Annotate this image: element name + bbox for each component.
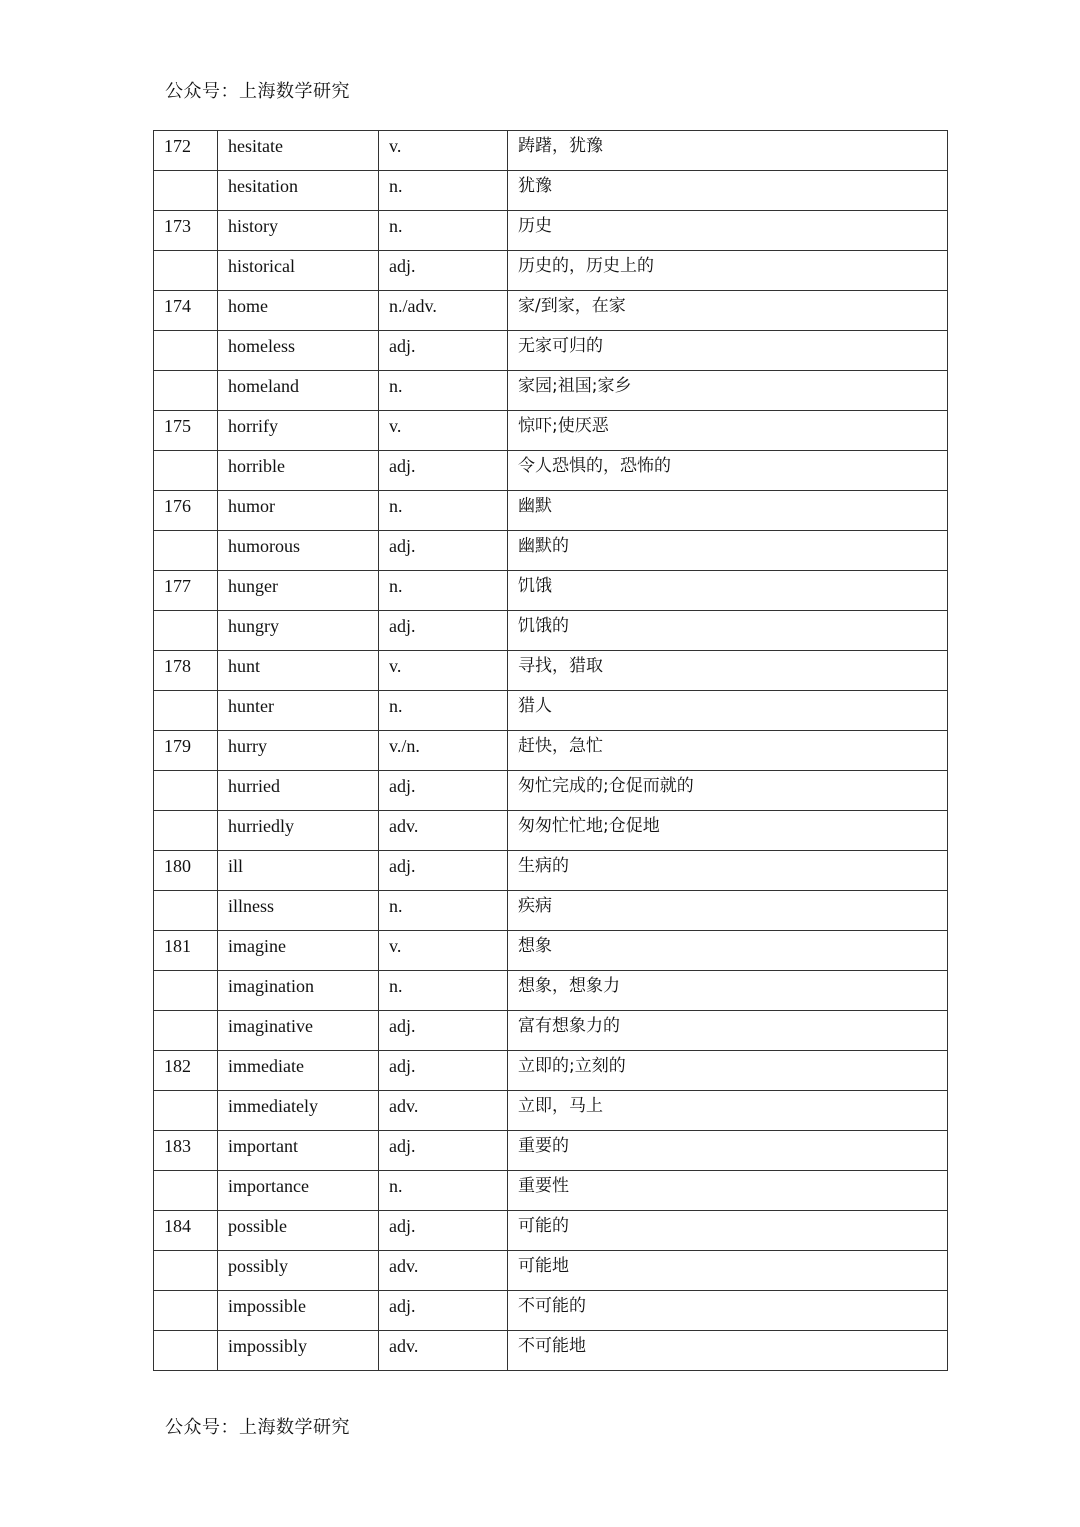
entry-number: 182 [154, 1051, 218, 1091]
table-row [154, 131, 948, 171]
entry-part-of-speech: v. [379, 931, 508, 971]
entry-number [154, 1011, 218, 1051]
table-row [154, 771, 948, 811]
entry-number: 174 [154, 291, 218, 331]
entry-part-of-speech: adj. [379, 771, 508, 811]
entry-number [154, 251, 218, 291]
table-row [154, 931, 948, 971]
entry-part-of-speech: adj. [379, 611, 508, 651]
entry-definition: 家园;祖国;家乡 [508, 371, 948, 411]
entry-word: imagination [218, 971, 379, 1011]
entry-word: hesitate [218, 131, 379, 171]
entry-part-of-speech: adj. [379, 451, 508, 491]
entry-number [154, 1091, 218, 1131]
table-row [154, 1251, 948, 1291]
entry-definition: 重要的 [508, 1131, 948, 1171]
entry-definition: 重要性 [508, 1171, 948, 1211]
entry-part-of-speech: adj. [379, 1051, 508, 1091]
entry-word: homeless [218, 331, 379, 371]
entry-word: hunger [218, 571, 379, 611]
table-row [154, 731, 948, 771]
entry-number [154, 1171, 218, 1211]
entry-number [154, 171, 218, 211]
table-row [154, 1291, 948, 1331]
entry-number: 172 [154, 131, 218, 171]
entry-number: 176 [154, 491, 218, 531]
entry-number: 184 [154, 1211, 218, 1251]
table-row [154, 891, 948, 931]
entry-number [154, 531, 218, 571]
entry-number [154, 371, 218, 411]
entry-word: ill [218, 851, 379, 891]
entry-definition: 无家可归的 [508, 331, 948, 371]
entry-word: importance [218, 1171, 379, 1211]
entry-number [154, 451, 218, 491]
entry-definition: 立即的;立刻的 [508, 1051, 948, 1091]
entry-word: hunt [218, 651, 379, 691]
vocabulary-table [153, 130, 948, 1371]
entry-definition: 寻找，猎取 [508, 651, 948, 691]
entry-word: imagine [218, 931, 379, 971]
entry-part-of-speech: adj. [379, 1131, 508, 1171]
entry-number [154, 891, 218, 931]
table-row [154, 331, 948, 371]
entry-part-of-speech: n. [379, 211, 508, 251]
table-row [154, 451, 948, 491]
entry-part-of-speech: n. [379, 891, 508, 931]
entry-number: 179 [154, 731, 218, 771]
entry-part-of-speech: adv. [379, 1091, 508, 1131]
entry-word: horrify [218, 411, 379, 451]
table-row [154, 1011, 948, 1051]
entry-word: hungry [218, 611, 379, 651]
table-row [154, 971, 948, 1011]
entry-definition: 家/到家，在家 [508, 291, 948, 331]
entry-part-of-speech: n. [379, 691, 508, 731]
entry-word: history [218, 211, 379, 251]
entry-part-of-speech: adj. [379, 851, 508, 891]
entry-definition: 幽默的 [508, 531, 948, 571]
entry-word: humorous [218, 531, 379, 571]
entry-word: important [218, 1131, 379, 1171]
entry-part-of-speech: n. [379, 371, 508, 411]
entry-number: 175 [154, 411, 218, 451]
table-row [154, 611, 948, 651]
table-row [154, 171, 948, 211]
entry-definition: 踌躇，犹豫 [508, 131, 948, 171]
entry-definition: 赶快，急忙 [508, 731, 948, 771]
table-row [154, 491, 948, 531]
page-footer: 公众号：上海数学研究 [165, 1417, 350, 1438]
entry-word: humor [218, 491, 379, 531]
entry-number [154, 771, 218, 811]
entry-number [154, 1331, 218, 1371]
entry-definition: 饥饿 [508, 571, 948, 611]
entry-part-of-speech: v. [379, 411, 508, 451]
entry-word: impossible [218, 1291, 379, 1331]
entry-word: hurry [218, 731, 379, 771]
entry-number: 178 [154, 651, 218, 691]
table-row [154, 371, 948, 411]
entry-word: hurriedly [218, 811, 379, 851]
entry-word: immediately [218, 1091, 379, 1131]
entry-definition: 猎人 [508, 691, 948, 731]
entry-definition: 富有想象力的 [508, 1011, 948, 1051]
entry-number [154, 971, 218, 1011]
entry-word: possible [218, 1211, 379, 1251]
entry-number [154, 691, 218, 731]
entry-word: possibly [218, 1251, 379, 1291]
entry-part-of-speech: adj. [379, 251, 508, 291]
entry-part-of-speech: n. [379, 971, 508, 1011]
entry-part-of-speech: n./adv. [379, 291, 508, 331]
entry-word: historical [218, 251, 379, 291]
entry-part-of-speech: adv. [379, 811, 508, 851]
entry-definition: 想象，想象力 [508, 971, 948, 1011]
entry-definition: 惊吓;使厌恶 [508, 411, 948, 451]
entry-number [154, 811, 218, 851]
entry-definition: 生病的 [508, 851, 948, 891]
entry-word: homeland [218, 371, 379, 411]
entry-definition: 不可能地 [508, 1331, 948, 1371]
table-row [154, 1091, 948, 1131]
entry-part-of-speech: v./n. [379, 731, 508, 771]
entry-part-of-speech: adj. [379, 531, 508, 571]
entry-part-of-speech: adj. [379, 1291, 508, 1331]
entry-part-of-speech: adj. [379, 331, 508, 371]
entry-word: illness [218, 891, 379, 931]
entry-number [154, 611, 218, 651]
entry-definition: 幽默 [508, 491, 948, 531]
entry-definition: 匆匆忙忙地;仓促地 [508, 811, 948, 851]
vocabulary-table-body [154, 131, 948, 1371]
entry-word: imaginative [218, 1011, 379, 1051]
table-row [154, 1171, 948, 1211]
entry-part-of-speech: adv. [379, 1331, 508, 1371]
entry-part-of-speech: adv. [379, 1251, 508, 1291]
entry-part-of-speech: v. [379, 131, 508, 171]
entry-number: 183 [154, 1131, 218, 1171]
entry-word: immediate [218, 1051, 379, 1091]
table-row [154, 851, 948, 891]
entry-word: impossibly [218, 1331, 379, 1371]
entry-number [154, 331, 218, 371]
page-header: 公众号：上海数学研究 [165, 81, 350, 102]
entry-number: 173 [154, 211, 218, 251]
entry-definition: 饥饿的 [508, 611, 948, 651]
entry-number [154, 1291, 218, 1331]
entry-definition: 匆忙完成的;仓促而就的 [508, 771, 948, 811]
entry-definition: 历史的，历史上的 [508, 251, 948, 291]
table-row [154, 1331, 948, 1371]
table-row [154, 291, 948, 331]
entry-number: 177 [154, 571, 218, 611]
entry-definition: 不可能的 [508, 1291, 948, 1331]
table-row [154, 1131, 948, 1171]
table-row [154, 691, 948, 731]
table-row [154, 211, 948, 251]
entry-word: hunter [218, 691, 379, 731]
entry-number [154, 1251, 218, 1291]
entry-definition: 令人恐惧的，恐怖的 [508, 451, 948, 491]
entry-word: hesitation [218, 171, 379, 211]
table-row [154, 1051, 948, 1091]
entry-word: home [218, 291, 379, 331]
entry-number: 180 [154, 851, 218, 891]
entry-part-of-speech: n. [379, 571, 508, 611]
entry-part-of-speech: adj. [379, 1011, 508, 1051]
entry-number: 181 [154, 931, 218, 971]
table-row [154, 1211, 948, 1251]
entry-definition: 疾病 [508, 891, 948, 931]
entry-part-of-speech: n. [379, 1171, 508, 1211]
entry-definition: 犹豫 [508, 171, 948, 211]
entry-definition: 可能地 [508, 1251, 948, 1291]
entry-definition: 想象 [508, 931, 948, 971]
table-row [154, 411, 948, 451]
table-row [154, 571, 948, 611]
entry-word: horrible [218, 451, 379, 491]
entry-definition: 立即，马上 [508, 1091, 948, 1131]
entry-word: hurried [218, 771, 379, 811]
table-row [154, 251, 948, 291]
entry-part-of-speech: n. [379, 491, 508, 531]
table-row [154, 811, 948, 851]
table-row [154, 531, 948, 571]
table-row [154, 651, 948, 691]
entry-definition: 可能的 [508, 1211, 948, 1251]
entry-part-of-speech: n. [379, 171, 508, 211]
entry-definition: 历史 [508, 211, 948, 251]
entry-part-of-speech: adj. [379, 1211, 508, 1251]
entry-part-of-speech: v. [379, 651, 508, 691]
